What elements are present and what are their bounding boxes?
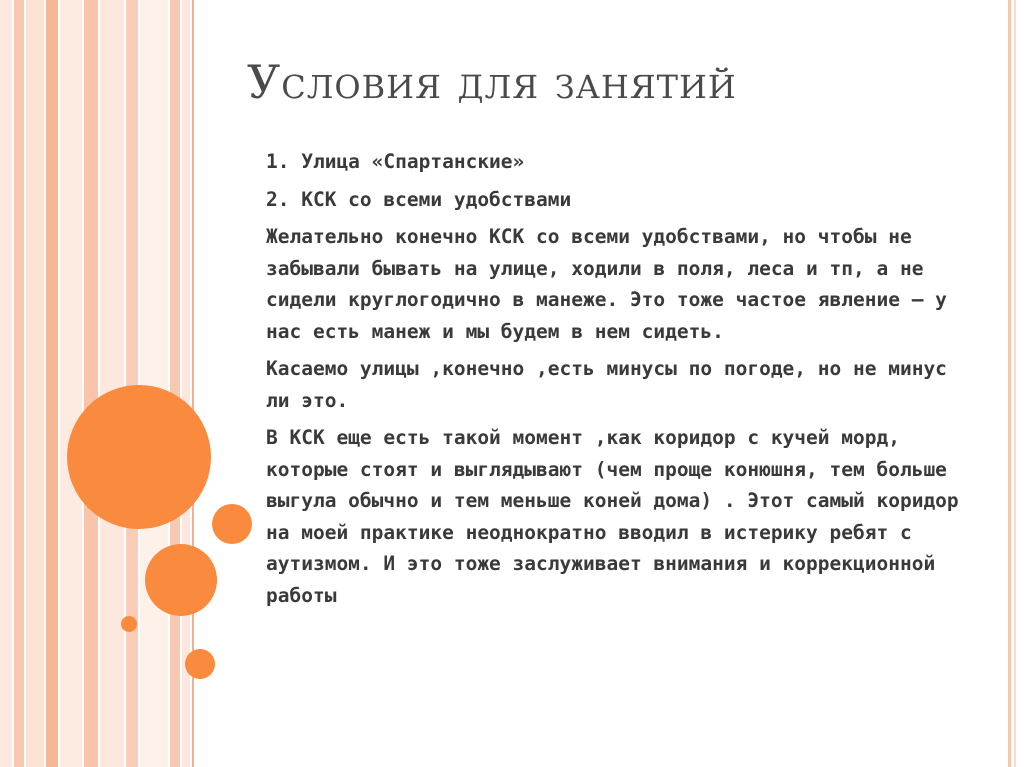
- body-paragraph: 1. Улица «Спартанские»: [266, 150, 525, 173]
- decorative-circle-small: [212, 504, 252, 544]
- decorative-circle-large: [67, 385, 211, 529]
- stripe: [46, 0, 58, 767]
- stripe: [84, 0, 98, 767]
- body-paragraph: В КСК еще есть такой момент ,как коридор с кучей морд, которые стоят и выглядывают (чем проще конюшня, тем больше выгула обычно и тем меньше коней дома) . Этот самый коридор на моей практике неоднократно вводил в истерику ребят с аутизмом. И это тоже заслуживает внимания и коррекционной работы: [266, 426, 959, 607]
- stripe: [182, 0, 190, 767]
- decorative-circle-small: [185, 649, 215, 679]
- stripe: [14, 0, 24, 767]
- slide-body: [266, 146, 966, 617]
- stripe: [26, 0, 44, 767]
- decorative-stripes: [0, 0, 200, 767]
- right-border-line: [1008, 0, 1011, 767]
- slide-title: Условия для занятий: [247, 55, 737, 109]
- body-paragraph: 2. КСК со всеми удобствами: [266, 187, 572, 211]
- stripe: [126, 0, 138, 767]
- decorative-circle-tiny: [121, 616, 137, 632]
- stripe: [0, 0, 12, 767]
- body-paragraph: Желательно конечно КСК со всеми удобствами, но чтобы не забывали бывать на улице, ходили в поля, леса и тп, а не сидели круглогодично в манеже. Это тоже частое явление – у нас есть манеж и мы будем в нем сидеть.: [266, 225, 947, 343]
- stripe: [170, 0, 180, 767]
- stripe: [60, 0, 82, 767]
- stripe: [100, 0, 124, 767]
- stripe: [140, 0, 168, 767]
- decorative-circle-medium: [145, 544, 217, 616]
- body-paragraph: Касаемо улицы ,конечно ,есть минусы по погоде, но не минус ли это.: [266, 357, 947, 412]
- right-border-line: [1014, 0, 1016, 767]
